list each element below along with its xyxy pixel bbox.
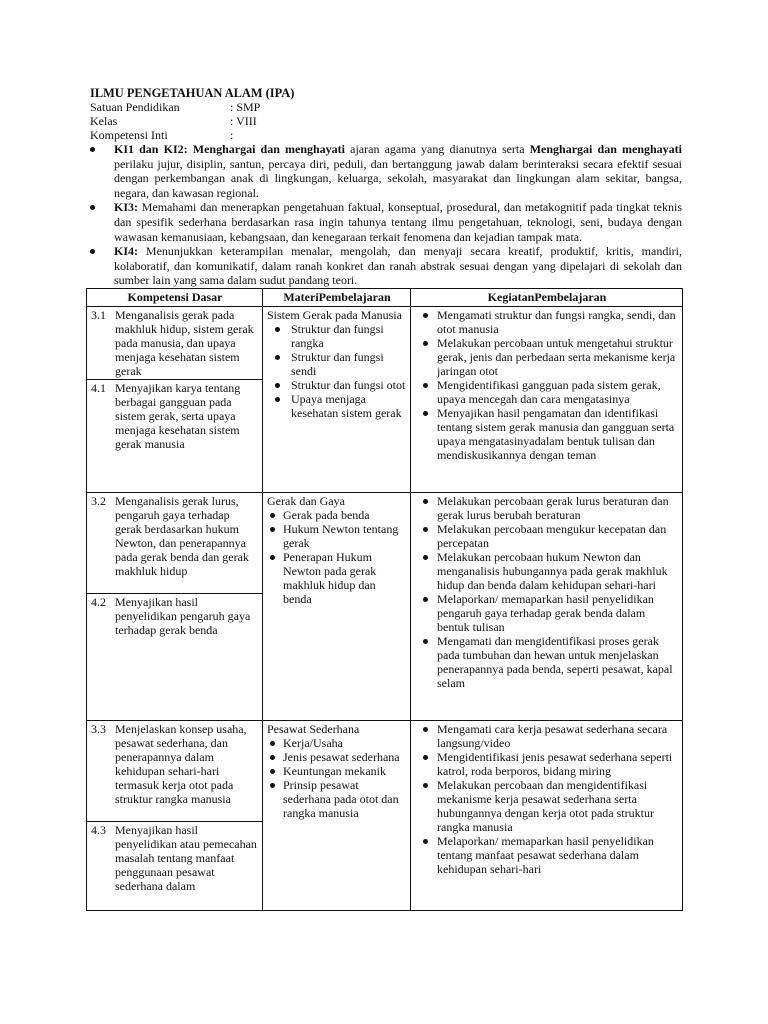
list-item (267, 736, 407, 750)
kd-number: 4.1 (91, 380, 106, 395)
header-kompetensi-dasar: Kompetensi Dasar (87, 288, 263, 306)
ki-text: ajaran agama yang dianutnya serta (345, 142, 530, 156)
list-item (415, 550, 679, 592)
kd-cell (87, 379, 263, 492)
bullet-icon (270, 527, 275, 532)
kegiatan-text: Melakukan percobaan mengukur kecepatan dan percepatan (437, 521, 667, 550)
list-item (267, 508, 407, 522)
kd-cell (87, 306, 263, 379)
ki-bold: Menghargai dan menghayati (529, 142, 683, 156)
kegiatan-list (415, 494, 679, 690)
list-item (415, 634, 679, 690)
kompetensi-inti-list (90, 142, 682, 288)
kd-text: Menyajikan hasil penyelidikan pengaruh gaya terhadap gerak benda (115, 594, 251, 637)
table-row (87, 492, 683, 593)
list-item (267, 378, 407, 392)
ki-bold: KI4: (114, 244, 138, 259)
list-item (415, 750, 679, 778)
materi-text: Gerak pada benda (283, 507, 370, 522)
bullet-icon (423, 527, 428, 532)
materi-title: Pesawat Sederhana (267, 721, 360, 736)
materi-list (267, 508, 407, 606)
ki-text: Memahami dan menerapkan pengetahuan faktual, konseptual, prosedural, dan metakognitif pada tingkat teknis dan spesifik sederhana berdasarkan rasa ingin tahunya tentang ilmu pengetahuan, teknologi, seni, budaya dengan wawasan kemanusiaan, kebangsaan, dan kenegaraan terkait fenomena dan kejadian tampak mata. (114, 200, 682, 244)
list-item (267, 550, 407, 606)
header-kegiatan: KegiatanPembelajaran (411, 288, 683, 306)
kegiatan-text: Melakukan percobaan dan mengidentifikasi mekanisme kerja pesawat sederhana serta hubungannya dengan kerja otot pada struktur rangka manusia (437, 777, 654, 834)
bullet-icon (270, 783, 275, 788)
kegiatan-cell (411, 306, 683, 492)
kegiatan-text: Mengamati struktur dan fungsi rangka, sendi, dan otot manusia (437, 307, 676, 336)
materi-text: Hukum Newton tentang gerak (283, 521, 399, 550)
meta-row-satuan (90, 100, 682, 114)
bullet-icon (270, 513, 275, 518)
kegiatan-text: Mengidentifikasi gangguan pada sistem gerak, upaya mencegah dan cara mengatasinya (437, 377, 661, 406)
list-item (415, 494, 679, 522)
materi-cell (263, 306, 411, 492)
bullet-icon (90, 249, 95, 254)
meta-key: Kelas (90, 114, 118, 128)
bullet-icon (423, 597, 428, 602)
kd-number: 4.3 (91, 822, 106, 837)
table-header-row (87, 288, 683, 306)
materi-text: Struktur dan fungsi otot (291, 377, 406, 392)
ki-text: Menunjukkan keterampilan menalar, mengolah, dan menyaji secara kreatif, produktif, kritis, mandiri, kolaboratif, dan komunikatif, dalam ranah konkret dan ranah abstrak sesuai dengan yang dipelajari di sekolah dan sumber lain yang sama dalam sudut pandang teori. (114, 244, 682, 288)
bullet-icon (270, 741, 275, 746)
list-item (267, 392, 407, 420)
kd-number: 3.3 (91, 721, 106, 736)
bullet-icon (423, 383, 428, 388)
materi-text: Keuntungan mekanik (283, 763, 386, 778)
meta-value: : (230, 128, 234, 142)
kegiatan-text: Mengidentifikasi jenis pesawat sederhana seperti katrol, roda berporos, bidang miring (437, 749, 673, 778)
meta-key: Kompetensi Inti (90, 128, 168, 142)
bullet-icon (90, 147, 95, 152)
kegiatan-text: Melakukan percobaan untuk mengetahui struktur gerak, jenis dan perbedaan serta mekanisme kerja jaringan otot (437, 335, 676, 378)
document-title: ILMU PENGETAHUAN ALAM (IPA) (90, 86, 295, 100)
kegiatan-text: Mengamati dan mengidentifikasi proses gerak pada tumbuhan dan hewan untuk menjelaskan penerapannya pada benda, seperti pesawat, kapal selam (437, 633, 673, 690)
bullet-icon (423, 411, 428, 416)
materi-text: Prinsip pesawat sederhana pada otot dan rangka manusia (283, 777, 399, 820)
kegiatan-text: Melakukan percobaan gerak lurus beraturan dan gerak lurus berubah beraturan (437, 493, 669, 522)
materi-cell (263, 492, 411, 720)
bullet-icon (423, 839, 428, 844)
ki-item-1-2 (90, 142, 682, 200)
list-item (415, 592, 679, 634)
kegiatan-cell (411, 492, 683, 720)
kegiatan-cell (411, 720, 683, 910)
kegiatan-text: Melaporkan/ memaparkan hasil penyelidikan tentang manfaat pesawat sederhana dalam kehidupan sehari-hari (437, 833, 654, 876)
header-materi: MateriPembelajaran (263, 288, 411, 306)
bullet-icon (275, 397, 280, 402)
kd-cell (87, 821, 263, 910)
list-item (415, 778, 679, 834)
list-item (415, 378, 679, 406)
kd-number: 3.1 (91, 307, 106, 322)
list-item (267, 350, 407, 378)
kd-item (91, 722, 259, 806)
meta-row-kompetensi-inti (90, 128, 682, 142)
kd-text: Menyajikan karya tentang berbagai gangguan pada sistem gerak, serta upaya menjaga kesehatan sistem gerak manusia (115, 380, 241, 451)
materi-text: Kerja/Usaha (283, 735, 343, 750)
bullet-icon (423, 555, 428, 560)
kd-text: Menganalisis gerak pada makhluk hidup, sistem gerak pada manusia, dan upaya menjaga kesehatan sistem gerak (115, 307, 254, 378)
kd-text: Menyajikan hasil penyelidikan atau pemecahan masalah tentang manfaat penggunaan pesawat sederhana dalam (115, 822, 257, 893)
materi-text: Struktur dan fungsi sendi (291, 349, 384, 378)
materi-cell (263, 720, 411, 910)
meta-key: Satuan Pendidikan (90, 100, 180, 114)
list-item (415, 722, 679, 750)
bullet-icon (275, 383, 280, 388)
curriculum-table (86, 288, 683, 911)
meta-row-kelas (90, 114, 682, 128)
table-row (87, 720, 683, 821)
bullet-icon (423, 755, 428, 760)
kegiatan-text: Menyajikan hasil pengamatan dan identifikasi tentang sistem gerak manusia dan gangguan serta upaya mengatasinyadalam bentuk tulisan dan mendiskusikannya dengan teman (437, 405, 675, 462)
list-item (415, 522, 679, 550)
materi-text: Jenis pesawat sederhana (283, 749, 400, 764)
kd-cell (87, 720, 263, 821)
materi-title: Gerak dan Gaya (267, 493, 345, 508)
bullet-icon (275, 355, 280, 360)
ki-item-3 (90, 200, 682, 244)
bullet-icon (270, 755, 275, 760)
materi-text: Penerapan Hukum Newton pada gerak makhluk hidup dan benda (283, 549, 377, 606)
list-item (267, 322, 407, 350)
materi-text: Upaya menjaga kesehatan sistem gerak (291, 391, 402, 420)
list-item (267, 750, 407, 764)
kd-cell (87, 593, 263, 720)
ki-bold: KI3: (114, 200, 138, 215)
kd-item (91, 381, 259, 451)
bullet-icon (270, 769, 275, 774)
list-item (267, 522, 407, 550)
ki-item-4 (90, 244, 682, 288)
kegiatan-text: Mengamati cara kerja pesawat sederhana secara langsung/video (437, 721, 668, 750)
kd-text: Menganalisis gerak lurus, pengaruh gaya terhadap gerak berdasarkan hukum Newton, dan penerapannya pada gerak benda dan gerak makhluk hidup (115, 493, 249, 578)
bullet-icon (90, 205, 95, 210)
materi-list (267, 736, 407, 820)
materi-text: Struktur dan fungsi rangka (291, 321, 384, 350)
bullet-icon (423, 639, 428, 644)
bullet-icon (423, 499, 428, 504)
ki-bold: KI1 dan KI2: Menghargai dan menghayati (114, 142, 346, 156)
materi-list (267, 322, 407, 420)
list-item (415, 406, 679, 462)
kegiatan-text: Melaporkan/ memaparkan hasil penyelidikan pengaruh gaya terhadap gerak benda dalam bentuk tulisan (437, 591, 654, 634)
kd-item (91, 494, 259, 578)
kd-item (91, 823, 259, 893)
list-item (415, 336, 679, 378)
meta-value: : VIII (230, 114, 257, 128)
bullet-icon (270, 555, 275, 560)
meta-value: : SMP (230, 100, 261, 114)
kd-number: 3.2 (91, 493, 106, 508)
kegiatan-list (415, 308, 679, 462)
bullet-icon (423, 313, 428, 318)
kd-number: 4.2 (91, 594, 106, 609)
kegiatan-list (415, 722, 679, 876)
list-item (415, 308, 679, 336)
document-page (90, 86, 682, 911)
kd-cell (87, 492, 263, 593)
bullet-icon (423, 341, 428, 346)
kegiatan-text: Melakukan percobaan hukum Newton dan menganalisis hubungannya pada gerak makhluk hidup dan benda dalam kehidupan sehari-hari (437, 549, 668, 592)
list-item (267, 778, 407, 820)
ki-text: perilaku jujur, disiplin, santun, percaya diri, peduli, dan bertanggung jawab dalam berinteraksi secara efektif sesuai dengan perkembangan anak di lingkungan, keluarga, sekolah, masyarakat dan lingkungan alam sekitar, bangsa, negara, dan kawasan regional. (114, 156, 682, 200)
materi-title: Sistem Gerak pada Manusia (267, 307, 402, 322)
kd-item (91, 595, 259, 637)
bullet-icon (275, 327, 280, 332)
bullet-icon (423, 727, 428, 732)
bullet-icon (423, 783, 428, 788)
list-item (415, 834, 679, 876)
table-row (87, 306, 683, 379)
kd-text: Menjelaskan konsep usaha, pesawat sederhana, dan penerapannya dalam kehidupan sehari-hari termasuk kerja otot pada struktur rangka manusia (115, 721, 247, 806)
list-item (267, 764, 407, 778)
kd-item (91, 308, 259, 378)
